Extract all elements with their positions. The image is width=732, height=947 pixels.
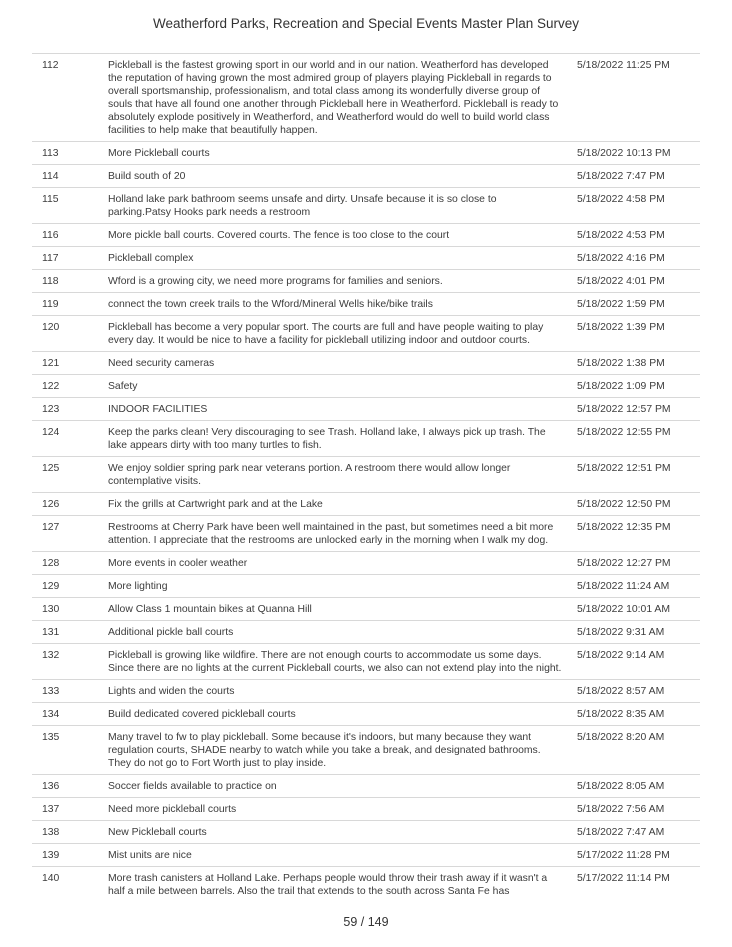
table-row [32,725,700,774]
response-text: More pickle ball courts. Covered courts. The fence is too close to the court [108,230,450,241]
response-number: 127 [42,522,60,533]
response-text: New Pickleball courts [108,827,207,838]
response-number: 116 [42,230,59,241]
table-row [32,797,700,820]
table-row [32,843,700,866]
responses-table [32,53,700,898]
response-text: Wford is a growing city, we need more programs for families and seniors. [108,276,443,287]
table-row [32,420,700,456]
response-text: Pickleball has become a very popular sport. The courts are full and have people waiting to play every day. It would be nice to have a facility for pickleball utilizing indoor and outdoor courts. [108,322,544,346]
response-number: 129 [42,581,60,592]
response-text: connect the town creek trails to the Wford/Mineral Wells hike/bike trails [108,299,433,310]
table-row [32,164,700,187]
response-date: 5/18/2022 10:13 PM [577,148,671,159]
response-number: 121 [42,358,60,369]
table-row [32,53,700,141]
response-text: Soccer fields available to practice on [108,781,277,792]
table-row [32,515,700,551]
response-text: Pickleball is growing like wildfire. There are not enough courts to accommodate us some days. Since there are no lights at the current Pickleball courts, we also can not extend play into the night. [108,650,562,674]
response-text: Need more pickleball courts [108,804,237,815]
response-text: Safety [108,381,138,392]
response-number: 133 [42,686,60,697]
response-text: Need security cameras [108,358,215,369]
response-text: More lighting [108,581,168,592]
response-number: 137 [42,804,60,815]
response-date: 5/18/2022 1:39 PM [577,322,665,333]
response-date: 5/18/2022 12:27 PM [577,558,671,569]
response-number: 134 [42,709,60,720]
response-number: 115 [42,194,59,205]
response-date: 5/18/2022 12:50 PM [577,499,671,510]
table-row [32,492,700,515]
response-text: Pickleball complex [108,253,194,264]
response-number: 118 [42,276,59,287]
response-number: 119 [42,299,59,310]
response-date: 5/17/2022 11:28 PM [577,850,670,861]
response-number: 138 [42,827,60,838]
response-date: 5/18/2022 8:57 AM [577,686,665,697]
table-row [32,643,700,679]
response-text: Mist units are nice [108,850,192,861]
response-number: 120 [42,322,60,333]
response-date: 5/18/2022 8:35 AM [577,709,665,720]
response-number: 131 [42,627,60,638]
table-row [32,315,700,351]
page-title: Weatherford Parks, Recreation and Special Events Master Plan Survey [153,16,579,31]
response-text: Restrooms at Cherry Park have been well maintained in the past, but sometimes need a bit more attention. I appreciate that the restrooms are unlocked early in the morning when I walk my dog. [108,522,554,546]
response-number: 130 [42,604,60,615]
table-row [32,141,700,164]
table-row [32,351,700,374]
response-date: 5/18/2022 8:20 AM [577,732,665,743]
response-date: 5/18/2022 4:58 PM [577,194,665,205]
table-row [32,820,700,843]
response-date: 5/18/2022 4:16 PM [577,253,665,264]
response-number: 123 [42,404,60,415]
response-text: Keep the parks clean! Very discouraging to see Trash. Holland lake, I always pick up trash. The lake appears dirty with too many turtles to fish. [108,427,546,451]
response-number: 136 [42,781,60,792]
response-date: 5/18/2022 12:57 PM [577,404,671,415]
table-row [32,774,700,797]
table-row [32,597,700,620]
response-text: Pickleball is the fastest growing sport in our world and in our nation. Weatherford has developed the reputation of having grown the most admired group of players playing Pickleball in regards to overall sportsmanship, professionalism, and total class among its wonderfully diverse group of souls that have all found one another through Pickleball here in Weatherford. Pickleball is ready to absolutely explode positively in Weatherford, and Weatherford would do well to build world class facilities to help make that beautifully happen. [108,60,559,136]
response-text: Additional pickle ball courts [108,627,234,638]
response-text: Fix the grills at Cartwright park and at the Lake [108,499,323,510]
response-text: More trash canisters at Holland Lake. Perhaps people would throw their trash away if it wasn't a half a mile between barrels. Also the trail that extends to the south across Santa Fe has [108,873,548,897]
table-row [32,456,700,492]
response-date: 5/18/2022 7:47 AM [577,827,665,838]
response-number: 126 [42,499,60,510]
response-number: 114 [42,171,59,182]
response-date: 5/18/2022 1:59 PM [577,299,665,310]
page-number: 59 / 149 [343,915,389,929]
response-date: 5/18/2022 7:47 PM [577,171,665,182]
response-date: 5/18/2022 8:05 AM [577,781,665,792]
response-number: 140 [42,873,60,884]
response-text: INDOOR FACILITIES [108,404,208,415]
table-row [32,246,700,269]
response-text: More events in cooler weather [108,558,248,569]
table-row [32,574,700,597]
response-text: Many travel to fw to play pickleball. Some because it's indoors, but many because they want regulation courts, SHADE nearby to watch while you take a break, and designated bathrooms. They do not go to Fort Worth just to play inside. [108,732,541,769]
response-date: 5/18/2022 4:53 PM [577,230,665,241]
response-date: 5/18/2022 11:25 PM [577,60,670,71]
response-date: 5/17/2022 11:14 PM [577,873,670,884]
response-date: 5/18/2022 9:14 AM [577,650,665,661]
response-text: Holland lake park bathroom seems unsafe and dirty. Unsafe because it is so close to parking.Patsy Hooks park needs a restroom [108,194,497,218]
response-number: 112 [42,60,59,71]
table-row [32,269,700,292]
table-row [32,620,700,643]
response-number: 122 [42,381,60,392]
response-number: 128 [42,558,60,569]
response-date: 5/18/2022 7:56 AM [577,804,665,815]
response-date: 5/18/2022 1:38 PM [577,358,665,369]
response-date: 5/18/2022 12:55 PM [577,427,671,438]
response-text: Build dedicated covered pickleball courts [108,709,296,720]
response-number: 139 [42,850,60,861]
response-number: 124 [42,427,60,438]
response-date: 5/18/2022 1:09 PM [577,381,665,392]
table-row [32,187,700,223]
table-row [32,223,700,246]
response-text: Lights and widen the courts [108,686,235,697]
response-number: 113 [42,148,59,159]
response-text: We enjoy soldier spring park near veterans portion. A restroom there would allow longer contemplative visits. [108,463,511,487]
response-date: 5/18/2022 11:24 AM [577,581,670,592]
table-row [32,679,700,702]
table-row [32,551,700,574]
response-text: Build south of 20 [108,171,186,182]
table-row [32,292,700,315]
table-row [32,374,700,397]
response-number: 125 [42,463,60,474]
response-date: 5/18/2022 12:51 PM [577,463,671,474]
response-text: More Pickleball courts [108,148,210,159]
response-date: 5/18/2022 10:01 AM [577,604,671,615]
response-date: 5/18/2022 4:01 PM [577,276,665,287]
response-number: 135 [42,732,60,743]
table-row [32,702,700,725]
table-row [32,397,700,420]
response-text: Allow Class 1 mountain bikes at Quanna Hill [108,604,312,615]
response-date: 5/18/2022 12:35 PM [577,522,671,533]
response-date: 5/18/2022 9:31 AM [577,627,665,638]
response-number: 132 [42,650,60,661]
response-number: 117 [42,253,59,264]
table-row [32,866,700,898]
